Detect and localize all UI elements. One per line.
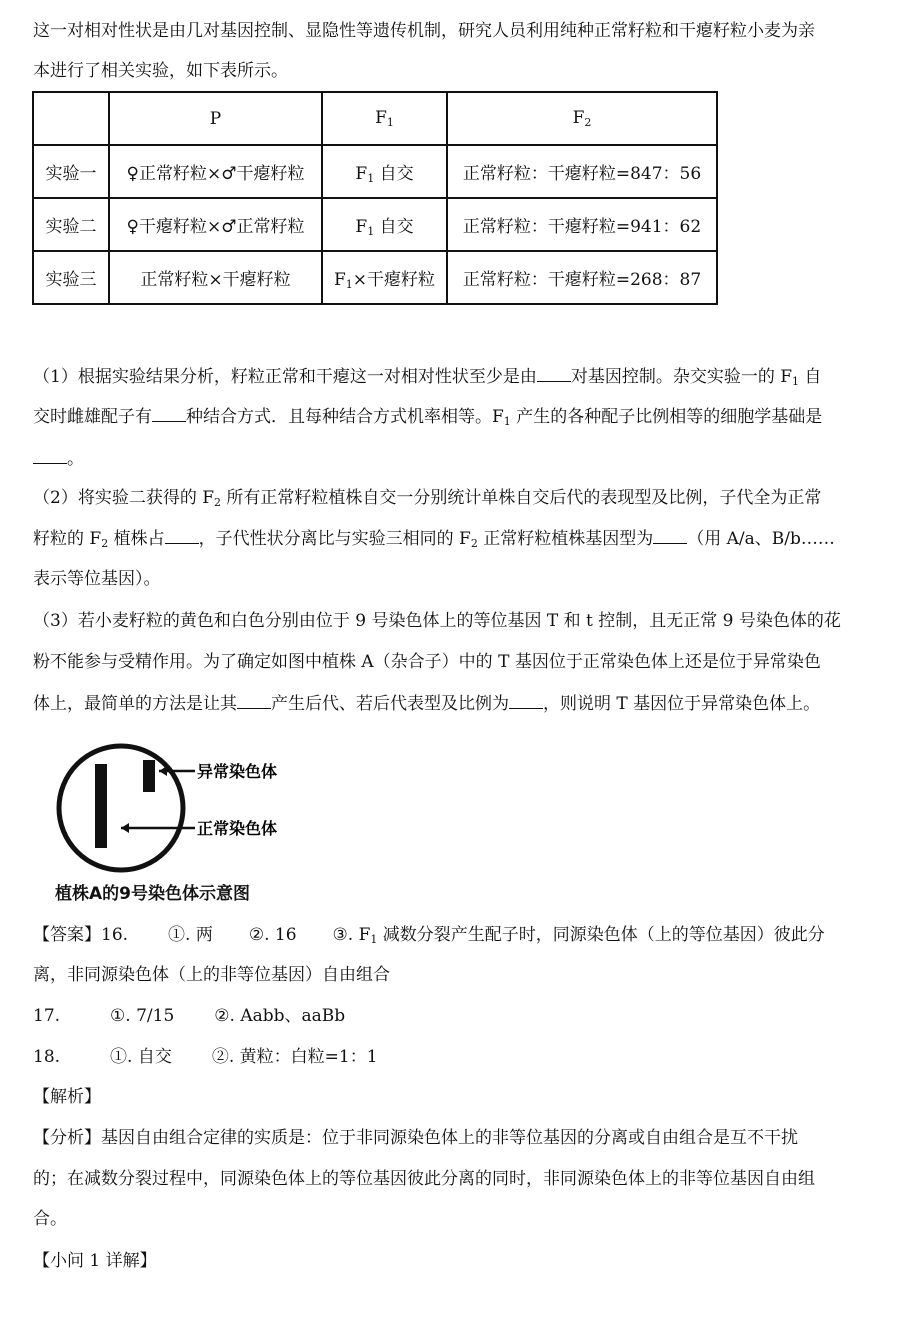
- table-header-cell: $F_1$: [322, 92, 447, 145]
- q1-line-1: （1）根据实验结果分析，籽粒正常和干瘪这一对相对性状至少是由 对基因控制。杂交实验一的 $F_1$ 自: [33, 367, 822, 388]
- table-cell: 正常籽粒：干瘪籽粒=268：87: [447, 251, 717, 304]
- cell-circle: [59, 746, 183, 870]
- answer-line-2: 离，非同源染色体（上的非等位基因）自由组合: [33, 965, 390, 985]
- q1-line-2: 交时雌雄配子有 种结合方式．且每种结合方式机率相等。$F_1$ 产生的各种配子比例相等的细胞学基础是: [33, 407, 823, 428]
- table-cell: ♀干瘪籽粒×♂正常籽粒: [109, 198, 322, 251]
- intro-line-1: 这一对相对性状是由几对基因控制、显隐性等遗传机制，研究人员利用纯种正常籽粒和干瘪籽粒小麦为亲: [33, 21, 815, 41]
- analysis-line-1: 【分析】基因自由组合定律的实质是：位于非同源染色体上的非等位基因的分离或自由组合是互不干扰: [33, 1128, 798, 1148]
- answer-line-17: 17. ①. 7/15 ②. Aabb、aaBb: [33, 1006, 346, 1026]
- table-row: [33, 198, 717, 251]
- q1-line-3: 。: [33, 448, 84, 469]
- table-cell: $F_1$ 自交: [322, 145, 447, 198]
- analysis-heading: 【解析】: [33, 1087, 101, 1107]
- table-header-cell: [33, 92, 109, 145]
- experiment-table: [32, 91, 718, 305]
- table-cell: 正常籽粒：干瘪籽粒=847：56: [447, 145, 717, 198]
- table-cell: $F_1$ 自交: [322, 198, 447, 251]
- normal-label: 正常染色体: [197, 819, 278, 838]
- chromosome-diagram: [55, 742, 315, 882]
- table-header-row: [33, 92, 717, 145]
- table-cell: 正常籽粒：干瘪籽粒=941：62: [447, 198, 717, 251]
- abnormal-label: 异常染色体: [197, 762, 278, 781]
- table-cell: ♀正常籽粒×♂干瘪籽粒: [109, 145, 322, 198]
- figure-caption: 植株A的9号染色体示意图: [55, 884, 250, 904]
- q2-line-3: 表示等位基因）。: [33, 569, 161, 589]
- table-row: [33, 145, 717, 198]
- table-cell: 正常籽粒×干瘪籽粒: [109, 251, 322, 304]
- q3-line-3: 体上，最简单的方法是让其 产生后代、若后代表型及比例为 ，则说明 T 基因位于异常染色体上。: [33, 694, 821, 714]
- normal-arrowhead: [121, 823, 129, 833]
- analysis-line-2: 的；在减数分裂过程中，同源染色体上的等位基因彼此分离的同时，非同源染色体上的非等位基因自由组: [33, 1169, 815, 1189]
- answer-line-18: 18. ①. 自交 ②. 黄粒：白粒=1：1: [33, 1047, 378, 1067]
- answer-line-1: 【答案】16. ①. 两 ②. 16 ③. $F_1$ 减数分裂产生配子时，同源染色体（上的等位基因）彼此分: [33, 925, 825, 946]
- table-cell: 实验二: [33, 198, 109, 251]
- table-cell: 实验三: [33, 251, 109, 304]
- q3-line-2: 粉不能参与受精作用。为了确定如图中植株 A（杂合子）中的 T 基因位于正常染色体上还是位于异常染色: [33, 652, 821, 672]
- abnormal-chromosome: [143, 760, 155, 792]
- q3-line-1: （3）若小麦籽粒的黄色和白色分别由位于 9 号染色体上的等位基因 T 和 t 控制，且无正常 9 号染色体的花: [33, 611, 841, 631]
- q2-line-1: （2）将实验二获得的 $F_2$ 所有正常籽粒植株自交一分别统计单株自交后代的表现型及比例，子代全为正常: [33, 488, 822, 509]
- table-header-cell: $F_2$: [447, 92, 717, 145]
- table-cell: 实验一: [33, 145, 109, 198]
- abnormal-arrowhead: [159, 766, 167, 776]
- table-cell: $F_1\times$干瘪籽粒: [322, 251, 447, 304]
- normal-chromosome: [95, 764, 107, 848]
- q2-line-2: 籽粒的 $F_2$ 植株占 ，子代性状分离比与实验三相同的 $F_2$ 正常籽粒植株基因型为 （用 A/a、B/b……: [33, 529, 835, 550]
- sub-question-heading: 【小问 1 详解】: [33, 1251, 157, 1271]
- table-header-cell: P: [109, 92, 322, 145]
- table-row: [33, 251, 717, 304]
- intro-line-2: 本进行了相关实验，如下表所示。: [33, 61, 288, 81]
- analysis-line-3: 合。: [33, 1209, 67, 1229]
